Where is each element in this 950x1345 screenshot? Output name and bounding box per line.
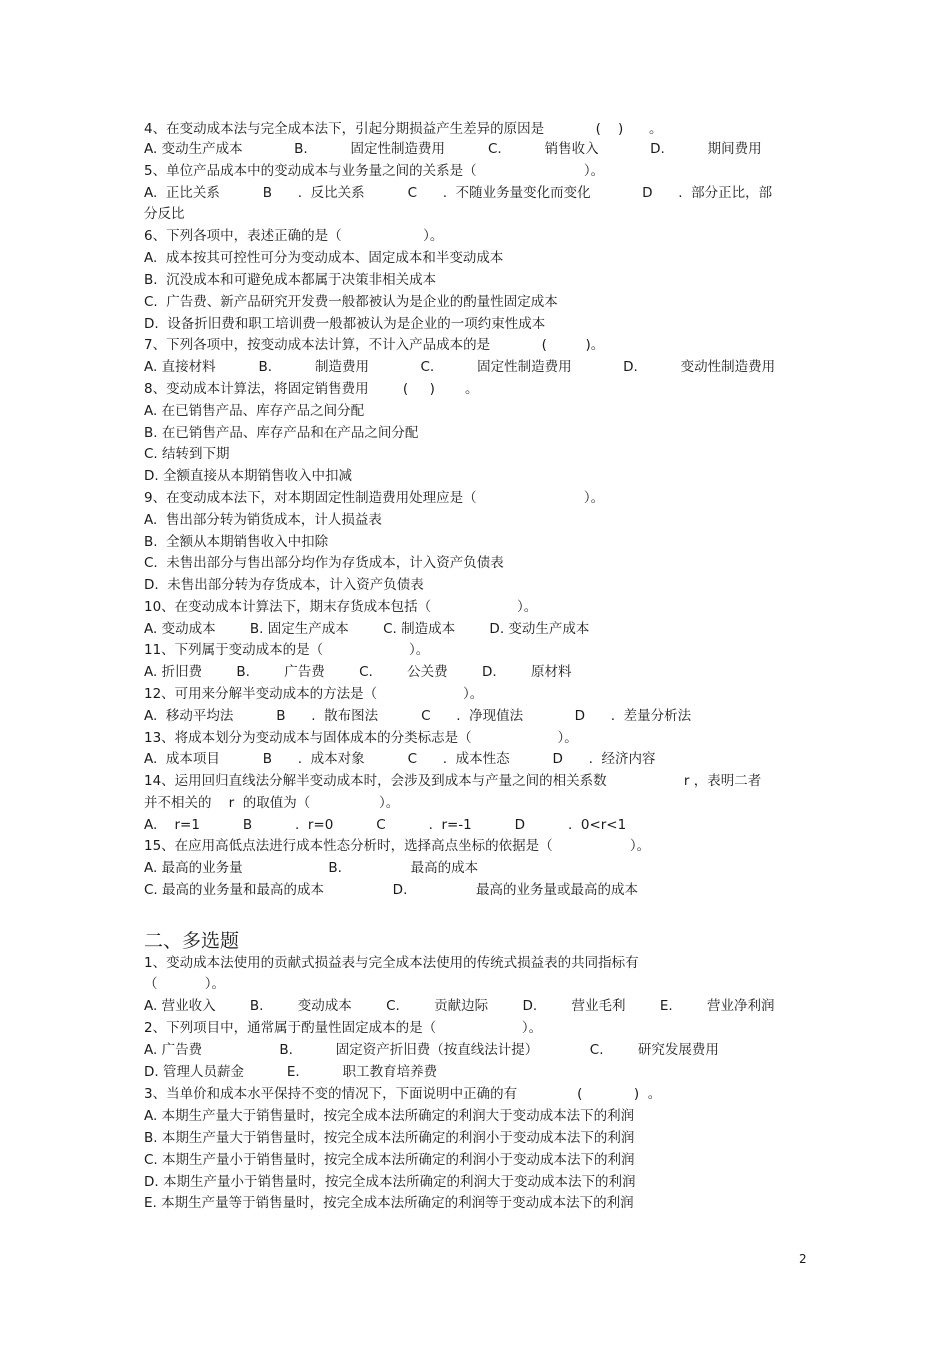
question-13: 13、将成本划分为变动成本与固体成本的分类标志是（ ）。: [144, 730, 578, 746]
question-6-option-c: C. 广告费、新产品研究开发费一般都被认为是企业的酌量性固定成本: [144, 294, 558, 310]
question-4-options: A. 变动生产成本 B. 固定性制造费用 C. 销售收入 D. 期间费用: [144, 141, 762, 157]
question-11: 11、下列属于变动成本的是（ ）。: [144, 642, 430, 658]
multi-question-2-options-abc: A. 广告费 B. 固定资产折旧费（按直线法计提） C. 研究发展费用: [144, 1042, 719, 1058]
multi-question-1: 1、变动成本法使用的贡献式损益表与完全成本法使用的传统式损益表的共同指标有: [144, 955, 639, 971]
question-14-cont: 并不相关的 r 的取值为（ ）。: [144, 795, 400, 811]
multi-question-1-options: A. 营业收入 B. 变动成本 C. 贡献边际 D. 营业毛利 E. 营业净利润: [144, 998, 775, 1014]
question-9-option-a: A. 售出部分转为销货成本，计人损益表: [144, 512, 382, 528]
multi-question-1-cont: （ ）。: [144, 976, 225, 992]
question-5-options: A. 正比关系 B . 反比关系 C . 不随业务量变化而变化 D . 部分正比，部: [144, 185, 773, 201]
multi-question-3-option-b: B. 本期生产量大于销售量时，按完全成本法所确定的利润小于变动成本法下的利润: [144, 1130, 635, 1146]
multi-question-3-option-e: E. 本期生产量等于销售量时，按完全成本法所确定的利润等于变动成本法下的利润: [144, 1195, 634, 1211]
question-6-option-d: D. 设备折旧费和职工培训费一般都被认为是企业的一项约束性成本: [144, 316, 546, 332]
question-6-option-b: B. 沉没成本和可避免成本都属于决策非相关成本: [144, 272, 437, 288]
question-9-option-c: C. 未售出部分与售出部分均作为存货成本，计入资产负债表: [144, 555, 504, 571]
question-8-option-d: D. 全额直接从本期销售收入中扣减: [144, 468, 352, 484]
question-8: 8、变动成本计算法，将固定销售费用 ( ) 。: [144, 381, 479, 397]
question-5: 5、单位产品成本中的变动成本与业务量之间的关系是（ ）。: [144, 163, 605, 179]
question-5-options-cont: 分反比: [144, 206, 185, 222]
question-15-options-ab: A. 最高的业务量 B. 最高的成本: [144, 860, 479, 876]
question-14: 14、运用回归直线法分解半变动成本时，会涉及到成本与产量之间的相关系数 r ，表明二者: [144, 773, 762, 789]
question-13-options: A. 成本项目 B . 成本对象 C . 成本性态 D . 经济内容: [144, 751, 656, 767]
multi-question-2-options-de: D. 管理人员薪金 E. 职工教育培养费: [144, 1064, 438, 1080]
section-title: 二、多选题: [144, 930, 240, 952]
question-9-option-b: B. 全额从本期销售收入中扣除: [144, 534, 329, 550]
question-6-option-a: A. 成本按其可控性可分为变动成本、固定成本和半变动成本: [144, 250, 504, 266]
multi-question-3-option-c: C. 本期生产量小于销售量时，按完全成本法所确定的利润小于变动成本法下的利润: [144, 1152, 635, 1168]
question-10: 10、在变动成本计算法下，期末存货成本包括（ ）。: [144, 599, 538, 615]
question-10-options: A. 变动成本 B. 固定生产成本 C. 制造成本 D. 变动生产成本: [144, 621, 590, 637]
question-8-option-b: B. 在已销售产品、库存产品和在产品之间分配: [144, 425, 419, 441]
question-4: 4、在变动成本法与完全成本法下，引起分期损益产生差异的原因是 ( ) 。: [144, 121, 663, 137]
question-9-option-d: D. 未售出部分转为存货成本，计入资产负债表: [144, 577, 424, 593]
question-8-option-c: C. 结转到下期: [144, 446, 230, 462]
question-14-options: A. r=1 B . r=0 C . r=-1 D . 0<r<1: [144, 817, 627, 833]
multi-question-2: 2、下列项目中，通常属于酌量性固定成本的是（ ）。: [144, 1020, 543, 1036]
question-11-options: A. 折旧费 B. 广告费 C. 公关费 D. 原材料: [144, 664, 572, 680]
multi-question-3: 3、当单价和成本水平保持不变的情况下，下面说明中正确的有 ( ) 。: [144, 1086, 662, 1102]
question-7: 7、下列各项中，按变动成本法计算，不计入产品成本的是 ( )。: [144, 337, 605, 353]
question-15-options-cd: C. 最高的业务量和最高的成本 D. 最高的业务量或最高的成本: [144, 882, 639, 898]
multi-question-3-option-d: D. 本期生产量小于销售量时，按完全成本法所确定的利润大于变动成本法下的利润: [144, 1174, 636, 1190]
question-12-options: A. 移动平均法 B . 散布图法 C . 净现值法 D . 差量分析法: [144, 708, 692, 724]
question-8-option-a: A. 在已销售产品、库存产品之间分配: [144, 403, 365, 419]
question-6: 6、下列各项中，表述正确的是（ ）。: [144, 228, 444, 244]
question-9: 9、在变动成本法下，对本期固定性制造费用处理应是（ ）。: [144, 490, 605, 506]
page-number: 2: [799, 1252, 807, 1266]
multi-question-3-option-a: A. 本期生产量大于销售量时，按完全成本法所确定的利润大于变动成本法下的利润: [144, 1108, 635, 1124]
question-12: 12、可用来分解半变动成本的方法是（ ）。: [144, 686, 484, 702]
question-15: 15、在应用高低点法进行成本性态分析时，选择高点坐标的依据是（ ）。: [144, 838, 651, 854]
question-7-options: A. 直接材料 B. 制造费用 C. 固定性制造费用 D. 变动性制造费用: [144, 359, 776, 375]
